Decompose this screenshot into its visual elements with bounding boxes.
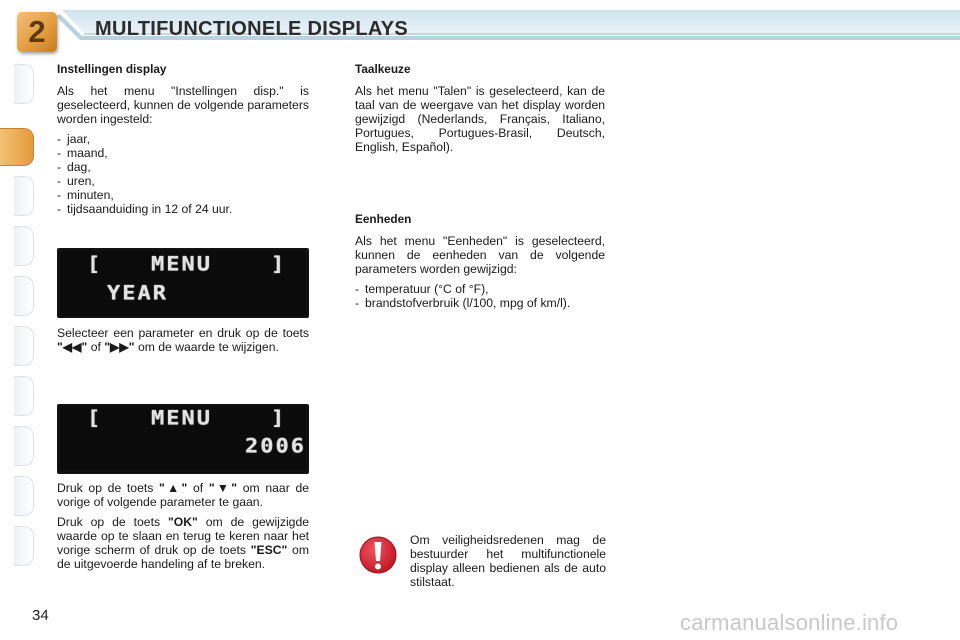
select-parameter-block (57, 326, 309, 360)
section-heading-units: Eenheden (355, 212, 412, 226)
list-item: - temperatuur (°C of °F), (355, 282, 605, 296)
navigation-block (57, 481, 309, 577)
text-fragment: of (187, 481, 209, 495)
chapter-tab[interactable] (14, 276, 34, 316)
lcd-bracket-right: ] (271, 253, 287, 276)
select-parameter-text (57, 326, 309, 354)
text-fragment: om de uitgevoerde handeling af te breken. (57, 543, 309, 571)
units-text: Als het menu "Eenheden" is geselecteerd, kunnen de eenheden van de volgende parameters worden gewijzigd: (355, 234, 605, 276)
section-heading-language: Taalkeuze (355, 62, 411, 76)
page-number: 34 (32, 607, 49, 624)
lcd-bracket-right: ] (271, 407, 287, 430)
text-fragment: of (87, 340, 105, 354)
section-heading-display-settings: Instellingen display (57, 62, 167, 76)
ok-key-label: "OK" (167, 515, 198, 529)
display-screen-year (57, 248, 309, 318)
page-title: MULTIFUNCTIONELE DISPLAYS (95, 18, 409, 40)
middle-column (355, 62, 605, 160)
lcd-bracket-left: [ (87, 407, 103, 430)
lcd-value-text: 2006 (245, 435, 306, 458)
units-block (355, 212, 605, 316)
text-fragment: Selecteer een parameter en druk op de toets (57, 326, 309, 340)
list-item: - minuten, (57, 188, 309, 202)
chapter-tab[interactable] (14, 226, 34, 266)
chapter-tab[interactable] (14, 64, 34, 104)
chapter-tab[interactable] (14, 176, 34, 216)
text-fragment: Druk op de toets (57, 481, 160, 495)
chapter-number: 2 (28, 14, 46, 49)
chapter-tab[interactable] (14, 426, 34, 466)
display-screen-2006 (57, 404, 309, 474)
lcd-parameter-text: YEAR (107, 282, 168, 305)
display-settings-intro: Als het menu "Instellingen disp." is geselecteerd, kunnen de volgende parameters worden ingesteld: (57, 84, 309, 126)
forward-key-label: "▶▶" (104, 340, 135, 354)
lcd-bracket-left: [ (87, 253, 103, 276)
text-fragment: om de waarde te wijzigen. (134, 340, 279, 354)
up-key-label: "▲" (159, 481, 188, 495)
chapter-badge (17, 12, 57, 52)
watermark: carmanualsonline.info (680, 610, 899, 635)
safety-warning-text: Om veiligheidsredenen mag de bestuurder het multifunctionele display alleen bedienen als de auto stilstaat. (410, 533, 606, 589)
text-fragment: om naar de vorige of volgende parameter te gaan. (57, 481, 309, 509)
warning-icon (359, 535, 397, 575)
confirm-cancel-text (57, 515, 309, 571)
chapter-tab[interactable] (14, 376, 34, 416)
list-item: - dag, (57, 160, 309, 174)
list-item: - tijdsaanduiding in 12 of 24 uur. (57, 202, 309, 216)
list-item: - jaar, (57, 132, 309, 146)
navigate-parameter-text (57, 481, 309, 509)
left-column (57, 62, 309, 222)
chapter-tab[interactable] (14, 326, 34, 366)
list-item: - maand, (57, 146, 309, 160)
language-text: Als het menu "Talen" is geselecteerd, kan de taal van de weergave van het display worden gewijzigd (Nederlands, Français, Italiano, Portugues, Portugues-Brasil, Deutsch, English, Español). (355, 84, 605, 154)
lcd-menu-text: MENU (151, 407, 212, 430)
list-item: - brandstofverbruik (l/100, mpg of km/l). (355, 296, 605, 310)
esc-key-label: "ESC" (250, 543, 288, 557)
rewind-key-label: "◀◀" (57, 340, 88, 354)
list-item: - uren, (57, 174, 309, 188)
down-key-label: "▼" (208, 481, 238, 495)
text-fragment: Druk op de toets (57, 515, 168, 529)
chapter-tabs (0, 64, 34, 576)
header-band (0, 0, 960, 52)
lcd-menu-text: MENU (151, 253, 212, 276)
chapter-tab-active[interactable] (0, 128, 34, 166)
chapter-tab[interactable] (14, 526, 34, 566)
units-list (355, 282, 605, 310)
parameter-list (57, 132, 309, 216)
text-fragment: om de gewijzigde waarde op te slaan en terug te keren naar het vorige scherm of druk op de toets (57, 515, 310, 557)
chapter-tab[interactable] (14, 476, 34, 516)
